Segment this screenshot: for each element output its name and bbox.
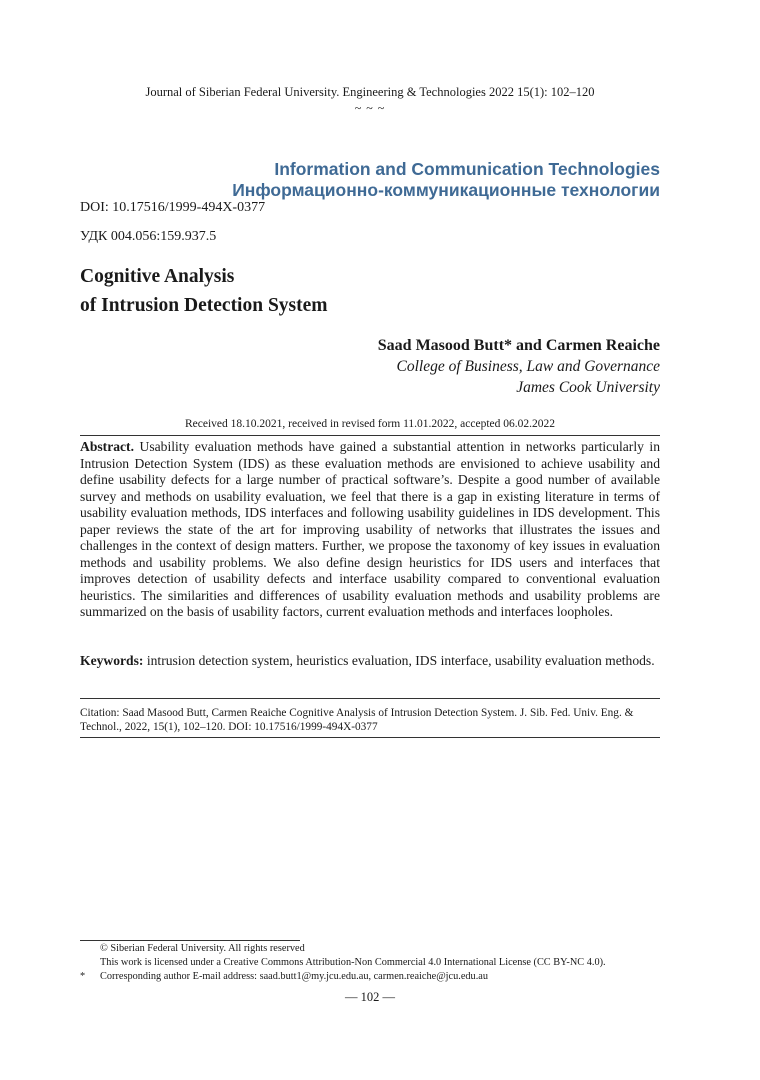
authors: Saad Masood Butt* and Carmen Reaiche [377, 337, 660, 354]
received-dates: Received 18.10.2021, received in revised form 11.01.2022, accepted 06.02.2022 [184, 418, 556, 430]
udk-code: УДК 004.056:159.937.5 [80, 229, 217, 244]
paper-title-line-2: of Intrusion Detection System [80, 295, 328, 316]
citation: Citation: Saad Masood Butt, Carmen Reaiche Cognitive Analysis of Intrusion Detection System. J. Sib. Fed. Univ. Eng. & Technol., 2022, 15(1), 102–120. DOI: 10.17516/1999-494X-0377 [80, 707, 634, 733]
footnote-corresponding-text: Corresponding author E-mail address: saad.butt1@my.jcu.edu.au, carmen.reaiche@jcu.edu.au [100, 971, 488, 982]
footnote-copyright-text: © Siberian Federal University. All rights reserved [100, 943, 305, 954]
abstract-text: Usability evaluation methods have gained a substantial attention in networks particularly in Intrusion Detection System (IDS) as these evaluation methods are envisioned to achieve usability and define usability defects for a large number of practical software’s. Despite a good number of available survey and methods on usability evaluation, we feel that there is a gap in existing literature in terms of usability evaluation methods, IDS interfaces and following usability guidelines in IDS development. This paper reviews the state of the art for improving usability of networks that illustrates the issues and challenges in the context of design matters. Further, we propose the taxonomy of key issues in evaluation methods and usability problems. We also define design heuristics for IDS users and interfaces that improves detection of usability defects and interface usability compared to conventional evaluation heuristics. The similarities and differences of usability evaluation methods and usability problems are summarized on the basis of usability factors, current evaluation methods and interfaces loopholes. [80, 439, 660, 619]
paper-title-line-1: Cognitive Analysis [80, 266, 235, 287]
section-title-russian: Информационно-коммуникационные технологии [232, 180, 660, 200]
citation-top-rule [80, 698, 660, 699]
affiliation-university: James Cook University [516, 379, 660, 396]
footnote-copyright [80, 942, 680, 955]
keywords-text: intrusion detection system, heuristics evaluation, IDS interface, usability evaluation methods. [146, 653, 655, 668]
paper-title [80, 262, 328, 320]
footnote-corresponding [80, 970, 680, 983]
footnote-license-text: This work is licensed under a Creative Commons Attribution-Non Commercial 4.0 International License (CC BY-NC 4.0). [100, 957, 606, 968]
abstract-top-rule [80, 435, 660, 436]
footnote-rule [80, 940, 300, 941]
abstract-label: Abstract. [80, 439, 134, 454]
footnote-license [80, 956, 680, 969]
section-title-english: Information and Communication Technologies [274, 159, 660, 179]
page-number: — 102 — [345, 990, 395, 1004]
keywords [80, 653, 660, 670]
doi: DOI: 10.17516/1999-494X-0377 [80, 200, 266, 215]
header-separator: ~ ~ ~ [354, 101, 386, 115]
citation-bottom-rule [80, 737, 660, 738]
affiliation-college: College of Business, Law and Governance [396, 358, 660, 375]
abstract [80, 439, 660, 621]
keywords-label: Keywords: [80, 653, 144, 668]
footnote-asterisk: * [80, 971, 86, 982]
journal-header: Journal of Siberian Federal University. Engineering & Technologies 2022 15(1): 102–120 [145, 85, 595, 99]
